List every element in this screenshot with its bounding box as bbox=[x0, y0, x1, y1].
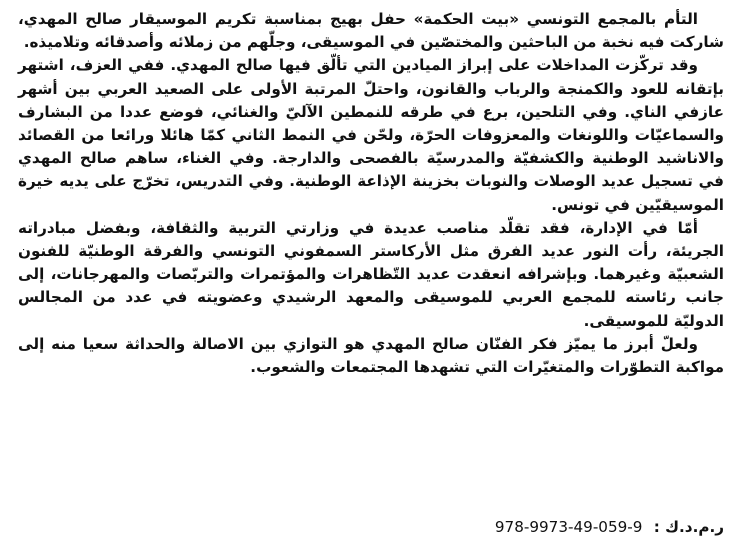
isbn-line bbox=[495, 518, 724, 536]
paragraph-3: أمّا في الإدارة، فقد تقلّد مناصب عديدة في وزارتي التربية والثقافة، وبفضل مبادراته الجريئة، رأت النور عديد الفرق مثل الأركاستر السمفوني التونسي والفرقة الوطنيّة للفنون الشعبيّة وغيرهما. وبإشرافه انعقدت عديد التّظاهرات والمؤتمرات والتربّصات والمهرجانات، إلى جانب رئاسته للمجمع العربي للموسيقى والمعهد الرشيدي وعضويته في عدد من المجالس الدوليّة للموسيقى. bbox=[18, 218, 724, 330]
paragraph-2: وقد تركّزت المداخلات على إبراز الميادين التي تألّق فيها صالح المهدي. ففي العزف، اشتهر بإتقانه للعود والكمنجة والرباب والقانون، واحتلّ المرتبة الأولى على الصعيد العربي بين أشهر عازفي الناي. وفي التلحين، برع في طرقه للنمطين الآليّ والغنائي، فوضع عددا من البشارف والسماعيّات واللونغات والمعزوفات الحرّة، ولحّن في النمط الثاني كمّا هائلا ورائعا من القصائد والاناشيد الوطنية والكشفيّة والمدرسيّة بالفصحى والدارجة. وفي الغناء، ساهم صالح المهدي في تسجيل عديد الوصلات والنوبات بخزينة الإذاعة الوطنية. وفي التدريس، تخرّج على يديه خيرة الموسيقيّين في تونس. bbox=[18, 56, 724, 214]
document-page bbox=[18, 8, 724, 538]
paragraph-1: التأم بالمجمع التونسي «بيت الحكمة» حفل بهيج بمناسبة تكريم الموسيقار صالح المهدي، شاركت فيه نخبة من الباحثين والمختصّين في الموسيقى، وجلّهم من زملائه وأصدقائه وتلاميذه. bbox=[18, 10, 724, 52]
isbn-label: ر.م.د.ك : bbox=[653, 518, 724, 536]
paragraph-4: ولعلّ أبرز ما يميّز فكر الفنّان صالح المهدي هو التوازي بين الاصالة والحداثة سعيا منه إلى مواكبة التطوّرات والمتغيّرات التي تشهدها المجتمعات والشعوب. bbox=[18, 334, 724, 377]
isbn-number: 978-9973-49-059-9 bbox=[494, 518, 643, 536]
article-body bbox=[18, 8, 724, 379]
